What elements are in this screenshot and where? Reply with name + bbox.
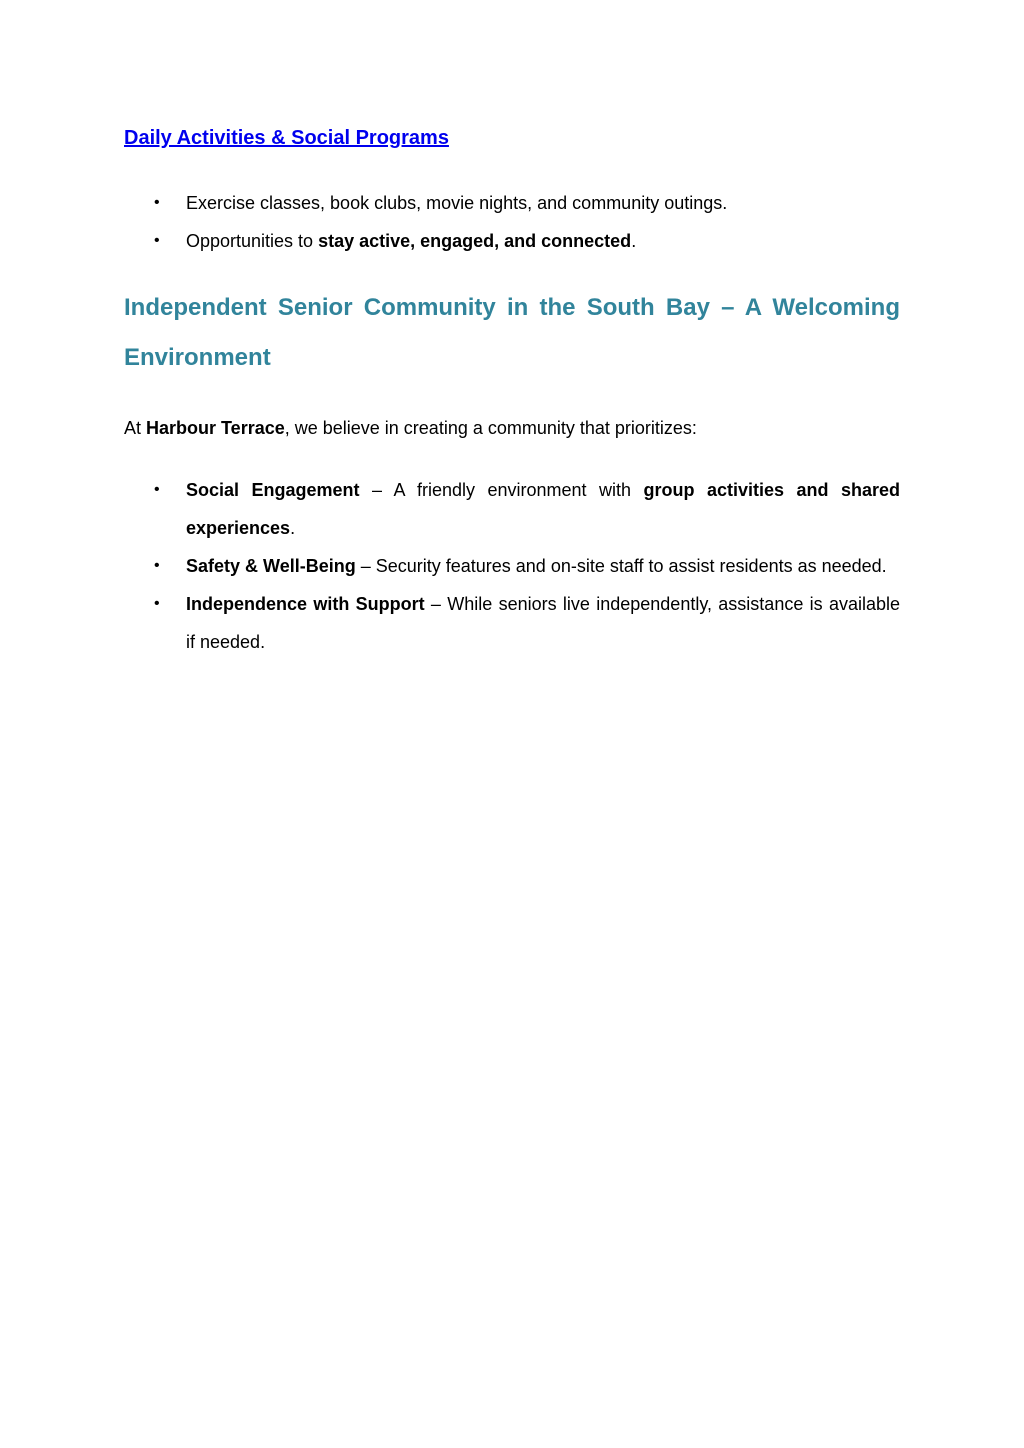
priority-label: Social Engagement — [186, 480, 360, 500]
activity-item-text-post: . — [631, 231, 637, 251]
intro-pre: At — [124, 418, 147, 438]
priority-separator: – — [359, 480, 394, 500]
priority-separator: – — [424, 594, 448, 614]
priority-text-post: . — [290, 518, 296, 538]
list-item — [124, 471, 900, 547]
activity-item-text-bold: stay active, engaged, and connected — [318, 231, 632, 251]
priority-label: Independence with Support — [186, 594, 425, 614]
bullet-icon: • — [154, 557, 160, 574]
list-item — [124, 547, 900, 585]
daily-activities-link-heading[interactable]: Daily Activities & Social Programs — [124, 127, 449, 149]
priority-text: While seniors live independently, assistance is available if needed. — [186, 594, 901, 652]
activity-item-text-pre: Opportunities to — [186, 231, 319, 251]
bullet-icon: • — [154, 194, 160, 211]
priorities-list — [124, 471, 900, 661]
list-item — [124, 222, 900, 260]
list-item — [124, 585, 900, 661]
community-name: Harbour Terrace — [146, 418, 285, 438]
activity-item-text: Exercise classes, book clubs, movie nights, and community outings. — [186, 193, 728, 213]
bullet-icon: • — [154, 232, 160, 249]
activities-list — [124, 184, 900, 260]
priority-text: Security features and on-site staff to assist residents as needed. — [375, 556, 887, 576]
intro-paragraph — [124, 409, 900, 447]
priority-text-pre: A friendly environment with — [393, 480, 644, 500]
priority-separator: – — [355, 556, 376, 576]
bullet-icon: • — [154, 595, 160, 612]
list-item — [124, 184, 900, 222]
community-section-heading: Independent Senior Community in the South Bay – A Welcoming Environment — [124, 294, 900, 371]
bullet-icon: • — [154, 481, 160, 498]
priority-text-bold: group activities and shared experiences — [186, 480, 901, 538]
intro-post: , we believe in creating a community that prioritizes: — [284, 418, 697, 438]
priority-label: Safety & Well-Being — [186, 556, 356, 576]
